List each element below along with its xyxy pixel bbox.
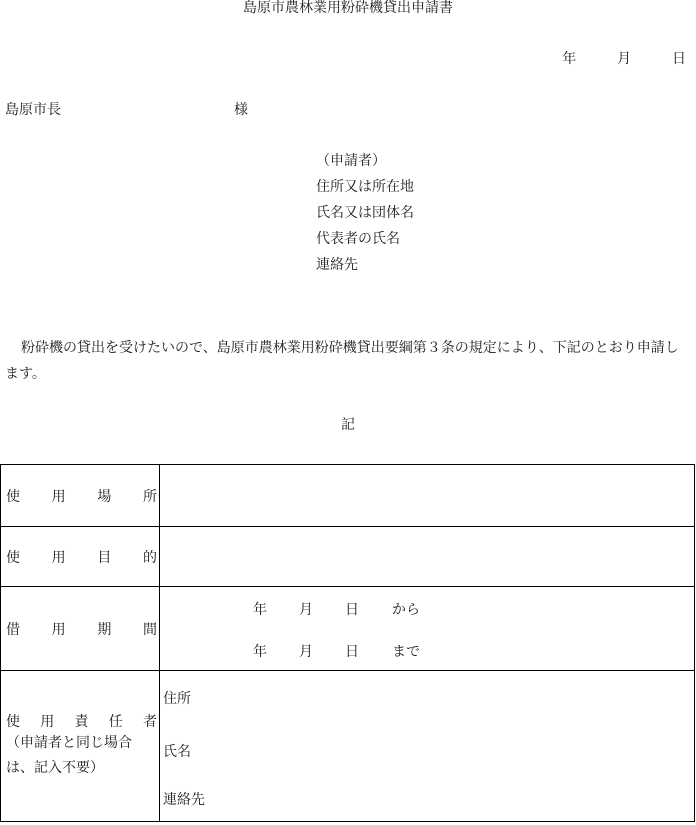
responsible-person-row: [1, 671, 695, 822]
period-from-month: 月: [299, 601, 313, 618]
date-month-label: 月: [617, 51, 632, 67]
applicant-name-label: 氏名又は団体名: [316, 205, 414, 221]
period-from-suffix: から: [392, 601, 420, 618]
responsible-person-field[interactable]: [160, 671, 695, 822]
application-form-table: [0, 464, 695, 822]
period-from-day: 日: [345, 601, 359, 618]
addressee-name: 島原市長: [5, 102, 61, 118]
use-purpose-field[interactable]: [160, 527, 695, 587]
document-title: 島原市農林業用粉砕機貸出申請書: [243, 0, 453, 16]
applicant-address-label: 住所又は所在地: [316, 179, 414, 195]
addressee-honorific: 様: [234, 102, 248, 118]
period-from-year: 年: [253, 601, 267, 618]
application-body-text: 粉砕機の貸出を受けたいので、島原市農林業用粉砕機貸出要綱第３条の規定により、下記のとおり申請します。: [5, 340, 679, 382]
period-to-day: 日: [345, 643, 359, 660]
use-location-field[interactable]: [160, 465, 695, 527]
ki-heading: 記: [341, 417, 355, 433]
responsible-person-label: 使 用 責 任 者 （申請者と同じ場合 は、記入不要）: [1, 671, 160, 822]
applicant-representative-label: 代表者の氏名: [316, 231, 400, 247]
date-year-label: 年: [562, 51, 577, 67]
applicant-heading: （申請者）: [316, 153, 386, 169]
period-from-line: [160, 599, 694, 617]
rental-period-field[interactable]: [160, 587, 695, 671]
use-purpose-row: [1, 527, 695, 587]
use-purpose-label: 使 用 目 的: [1, 527, 160, 587]
responsible-contact-label: 連絡先: [163, 792, 205, 808]
responsible-note: （申請者と同じ場合 は、記入不要）: [6, 735, 132, 776]
period-to-year: 年: [253, 643, 267, 660]
rental-period-row: [1, 587, 695, 671]
date-line: [562, 50, 686, 68]
rental-period-label: 借 用 期 間: [1, 587, 160, 671]
use-location-label: 使 用 場 所: [1, 465, 160, 527]
responsible-name-label: 氏名: [163, 744, 191, 760]
applicant-contact-label: 連絡先: [316, 257, 358, 273]
period-to-suffix: まで: [392, 643, 420, 660]
period-to-month: 月: [299, 643, 313, 660]
responsible-address-label: 住所: [163, 691, 191, 707]
period-to-line: [160, 641, 694, 659]
date-day-label: 日: [672, 51, 686, 67]
use-location-row: [1, 465, 695, 527]
